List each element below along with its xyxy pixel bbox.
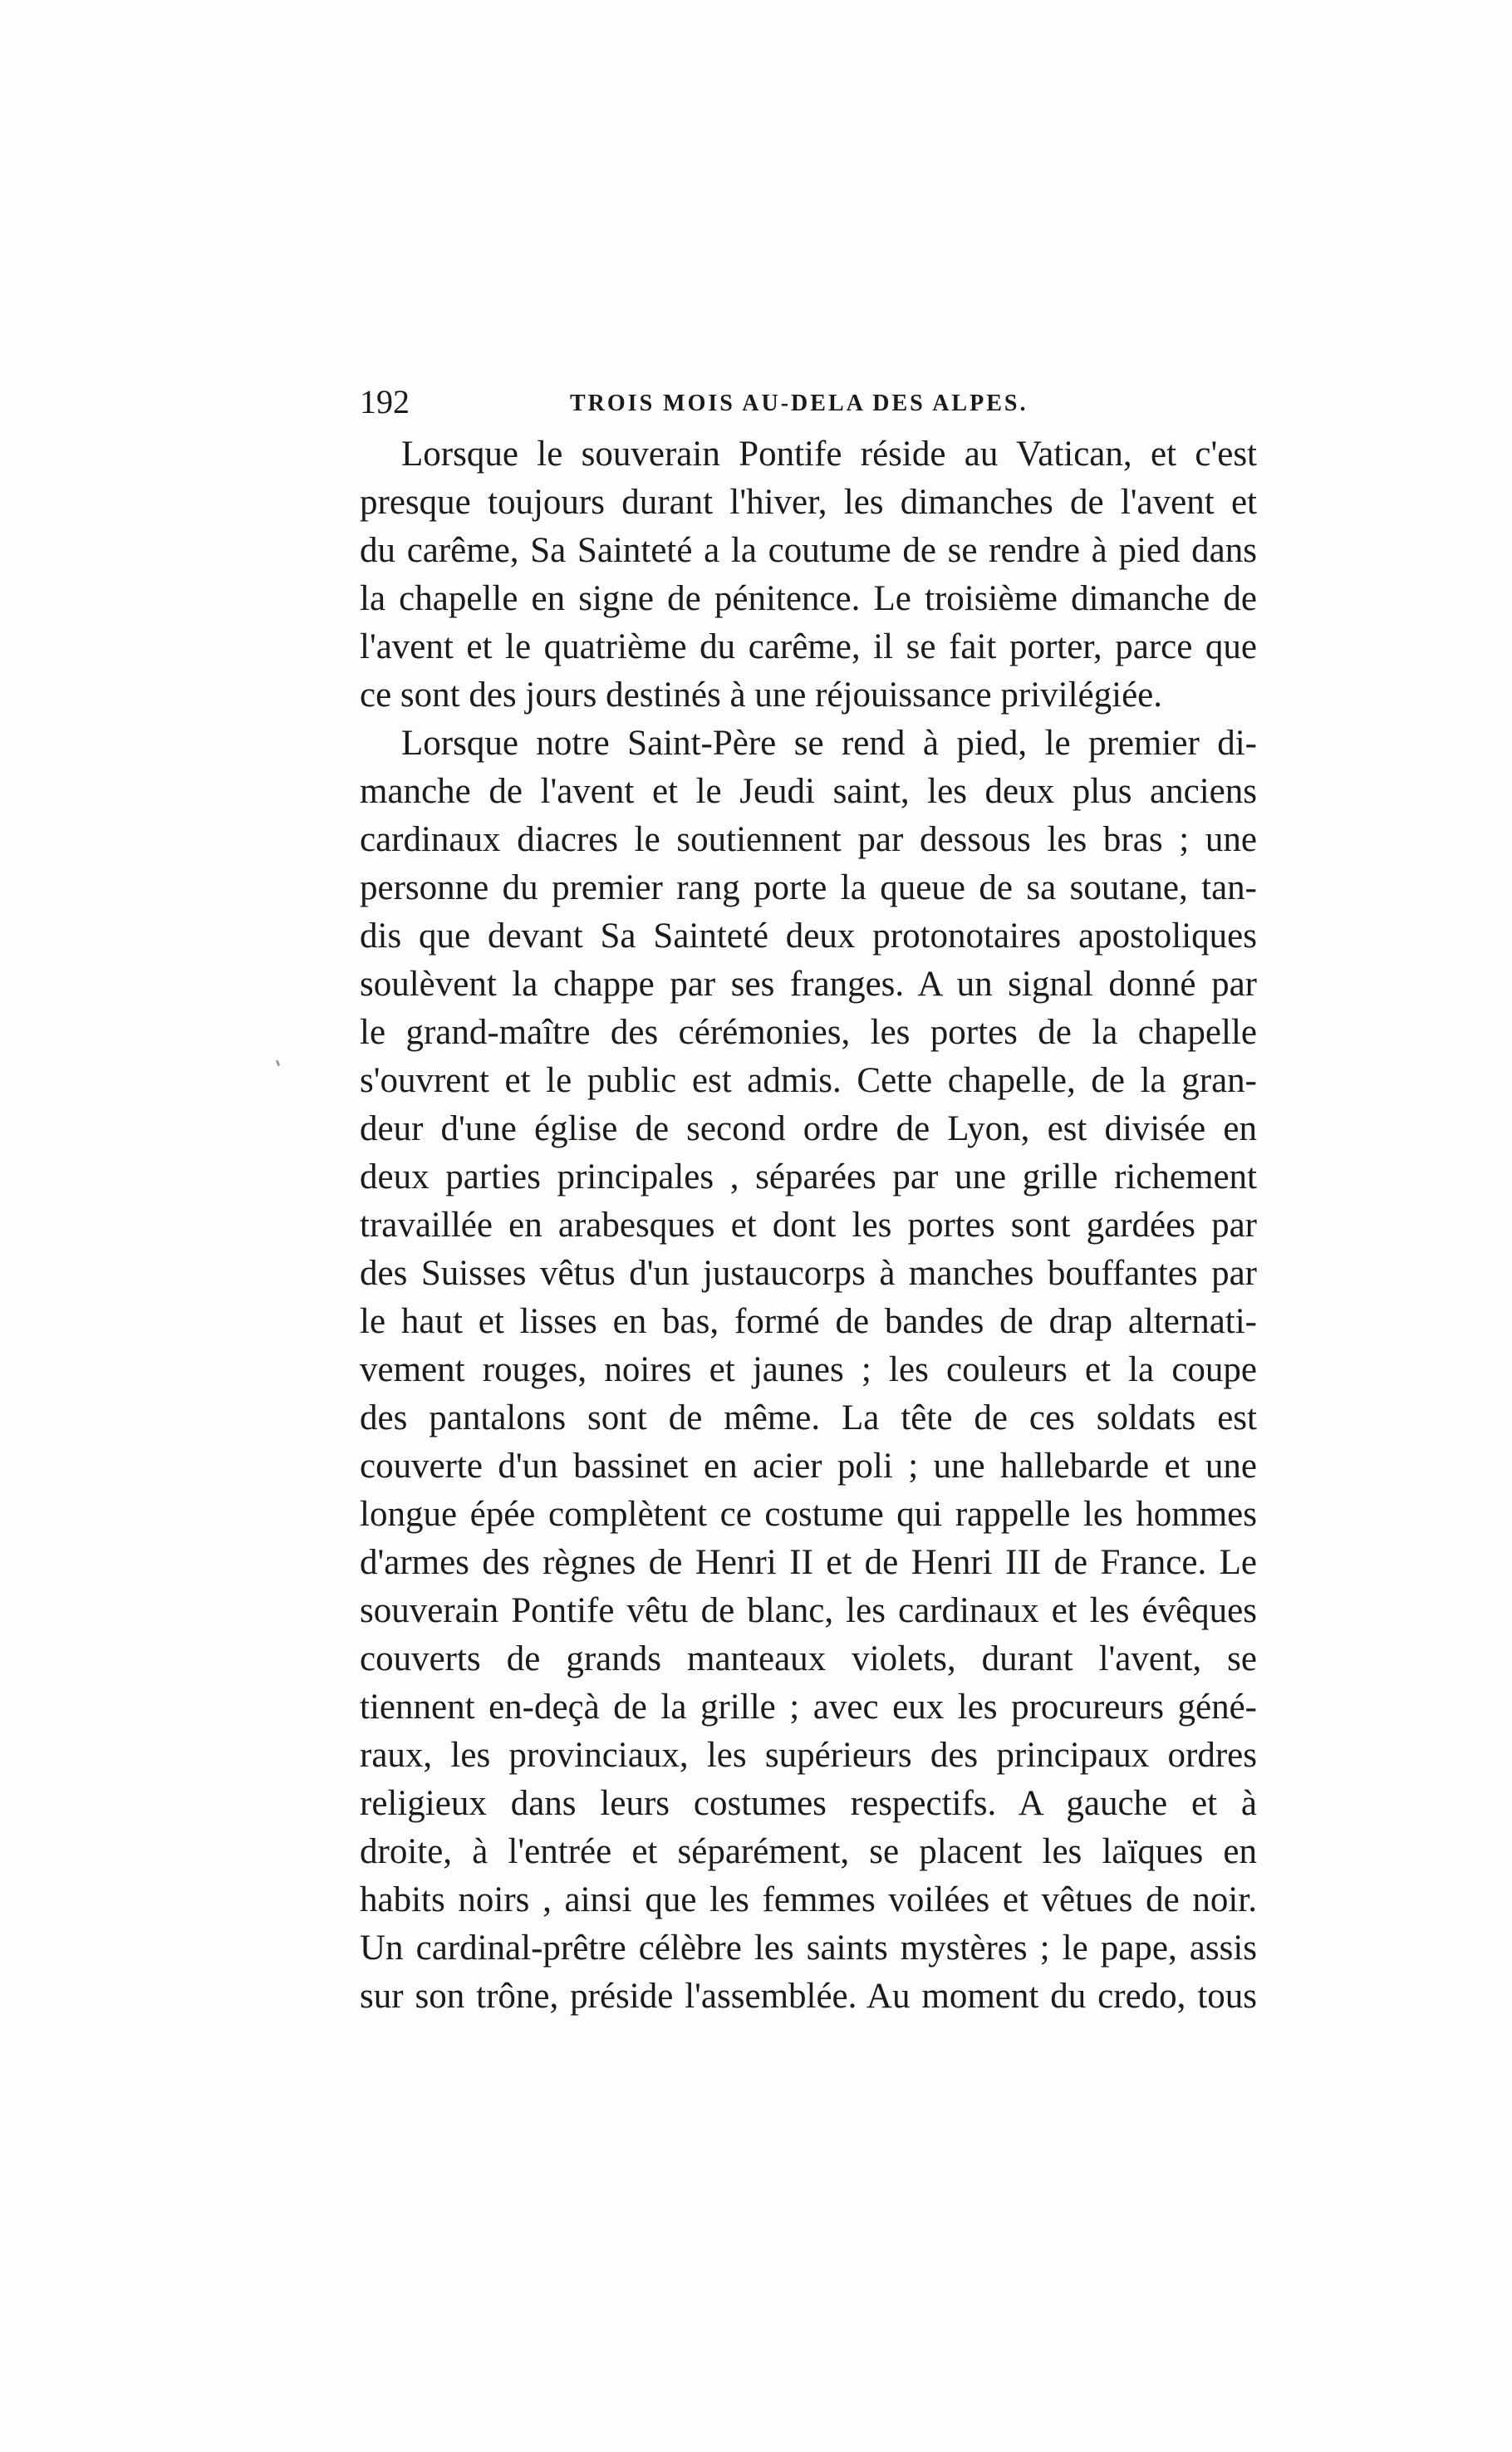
page-number: 192 (360, 383, 410, 420)
text-line: droite, à l'entrée et séparément, se placent les laïques en (360, 1832, 1257, 1871)
text-line: du carême, Sa Sainteté a la coutume de se rendre à pied dans (360, 531, 1257, 570)
text-line: Lorsque le souverain Pontife réside au Vatican, et c'est (401, 435, 1257, 474)
text-line: l'avent et le quatrième du carême, il se fait porter, parce que (360, 627, 1257, 666)
text-line: couverts de grands manteaux violets, durant l'avent, se (360, 1639, 1257, 1678)
text-line: vement rouges, noires et jaunes ; les couleurs et la coupe (360, 1350, 1257, 1389)
text-line: le haut et lisses en bas, formé de bandes de drap alternati- (360, 1302, 1257, 1341)
text-line: ce sont des jours destinés à une réjouissance privilégiée. (360, 676, 1163, 715)
text-line: la chapelle en signe de pénitence. Le troisième dimanche de (360, 579, 1257, 618)
text-line: Un cardinal-prêtre célèbre les saints mystères ; le pape, assis (360, 1929, 1257, 1968)
text-line: raux, les provinciaux, les supérieurs des principaux ordres (360, 1736, 1257, 1775)
body-text (360, 430, 1257, 2021)
text-line: sur son trône, préside l'assemblée. Au moment du credo, tous (360, 1977, 1257, 2016)
text-line: couverte d'un bassinet en acier poli ; une hallebarde et une (360, 1447, 1257, 1486)
text-line: dis que devant Sa Sainteté deux protonotaires apostoliques (360, 916, 1257, 956)
text-line: des Suisses vêtus d'un justaucorps à manches bouffantes par (360, 1254, 1257, 1293)
text-line: personne du premier rang porte la queue de sa soutane, tan- (360, 868, 1257, 907)
text-line: s'ouvrent et le public est admis. Cette chapelle, de la gran- (360, 1061, 1257, 1100)
text-line: Lorsque notre Saint-Père se rend à pied, le premier di- (401, 724, 1257, 763)
text-line: cardinaux diacres le soutiennent par dessous les bras ; une (360, 820, 1257, 859)
scan-speck (276, 1060, 280, 1067)
text-line: habits noirs , ainsi que les femmes voilées et vêtues de noir. (360, 1880, 1257, 1919)
text-line: manche de l'avent et le Jeudi saint, les deux plus anciens (360, 772, 1257, 811)
text-line: le grand-maître des cérémonies, les portes de la chapelle (360, 1013, 1257, 1052)
text-line: souverain Pontife vêtu de blanc, les cardinaux et les évêques (360, 1591, 1257, 1630)
text-line: d'armes des règnes de Henri II et de Henri III de France. Le (360, 1543, 1257, 1582)
text-line: tiennent en-deçà de la grille ; avec eux les procureurs géné- (360, 1688, 1257, 1727)
text-line: longue épée complètent ce costume qui rappelle les hommes (360, 1495, 1257, 1534)
text-line: presque toujours durant l'hiver, les dimanches de l'avent et (360, 483, 1257, 522)
text-line: deux parties principales , séparées par une grille richement (360, 1157, 1257, 1197)
running-title: TROIS MOIS AU-DELA DES ALPES. (570, 391, 1028, 416)
text-line: deur d'une église de second ordre de Lyon, est divisée en (360, 1109, 1257, 1148)
text-line: des pantalons sont de même. La tête de ces soldats est (360, 1398, 1257, 1437)
text-line: travaillée en arabesques et dont les portes sont gardées par (360, 1206, 1257, 1245)
text-line: religieux dans leurs costumes respectifs. A gauche et à (360, 1784, 1257, 1823)
text-line: soulèvent la chappe par ses franges. A un signal donné par (360, 965, 1257, 1004)
running-head (360, 381, 1257, 424)
